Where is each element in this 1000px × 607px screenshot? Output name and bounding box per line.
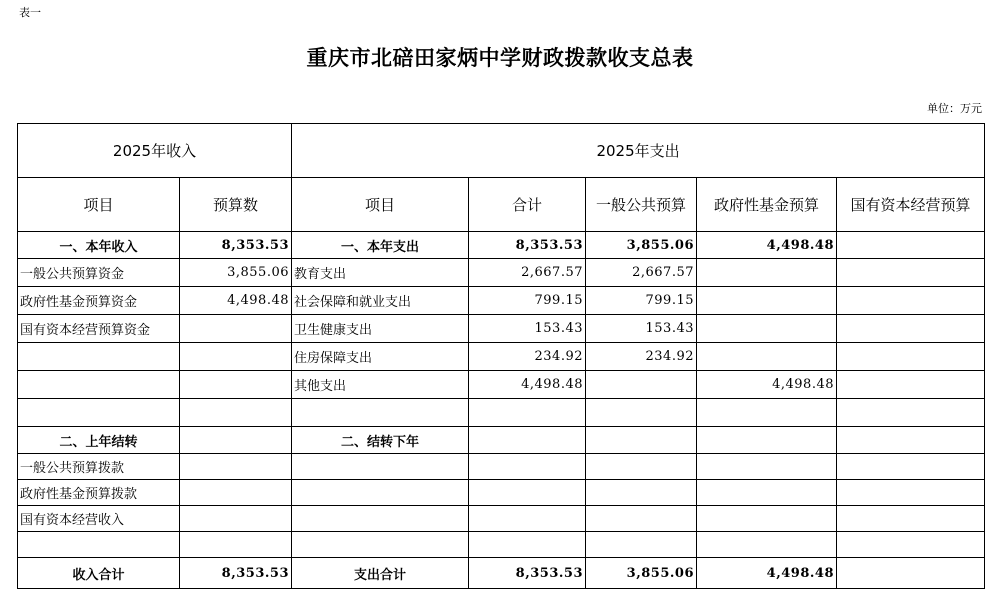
- income-budget-header: 预算数: [180, 178, 292, 232]
- table-row: [18, 287, 985, 315]
- total-cell: [469, 399, 586, 427]
- state-capital-cell: [837, 287, 985, 315]
- income-budget-cell: [180, 315, 292, 343]
- unit-label: 单位：万元: [927, 102, 982, 115]
- income-group-header: 2025年收入: [18, 124, 292, 178]
- expense-item-cell: 教育支出: [292, 259, 469, 287]
- state-capital-cell: [837, 427, 985, 454]
- total-cell: 234.92: [469, 343, 586, 371]
- header-row-group: [18, 124, 985, 178]
- total-cell: 153.43: [469, 315, 586, 343]
- table-row: [18, 232, 985, 259]
- gov-fund-cell: [697, 343, 837, 371]
- page-title: 重庆市北碚田家炳中学财政拨款收支总表: [306, 45, 694, 70]
- gov-fund-header: 政府性基金预算: [697, 178, 837, 232]
- gov-fund-cell: [697, 532, 837, 558]
- general-budget-cell: [586, 506, 697, 532]
- gov-fund-cell: [697, 506, 837, 532]
- gov-fund-cell: [697, 287, 837, 315]
- state-capital-cell: [837, 532, 985, 558]
- total-cell: 2,667.57: [469, 259, 586, 287]
- total-cell: [469, 454, 586, 480]
- gov-fund-cell: 4,498.48: [697, 371, 837, 399]
- table-row: [18, 315, 985, 343]
- general-budget-cell: 234.92: [586, 343, 697, 371]
- table-row: [18, 399, 985, 427]
- income-item-cell: [18, 532, 180, 558]
- table-row: [18, 480, 985, 506]
- table-row: [18, 506, 985, 532]
- expense-item-cell: 其他支出: [292, 371, 469, 399]
- gov-fund-cell: [697, 259, 837, 287]
- income-budget-cell: [180, 506, 292, 532]
- general-budget-cell: [586, 532, 697, 558]
- expense-item-cell: [292, 506, 469, 532]
- gov-fund-cell: [697, 427, 837, 454]
- expense-item-header: 项目: [292, 178, 469, 232]
- expense-item-cell: 卫生健康支出: [292, 315, 469, 343]
- expense-item-cell: [292, 399, 469, 427]
- income-item-cell: [18, 399, 180, 427]
- state-capital-cell: [837, 315, 985, 343]
- state-capital-cell: [837, 343, 985, 371]
- general-budget-header: 一般公共预算: [586, 178, 697, 232]
- income-item-cell: 政府性基金预算拨款: [18, 480, 180, 506]
- total-cell: 4,498.48: [469, 371, 586, 399]
- income-budget-cell: [180, 480, 292, 506]
- general-budget-cell: [586, 371, 697, 399]
- income-budget-cell: [180, 454, 292, 480]
- expense-item-cell: 社会保障和就业支出: [292, 287, 469, 315]
- table-row: [18, 259, 985, 287]
- income-budget-cell: 3,855.06: [180, 259, 292, 287]
- income-item-cell: 二、上年结转: [18, 427, 180, 454]
- general-budget-cell: [586, 454, 697, 480]
- state-capital-cell: [837, 371, 985, 399]
- general-budget-cell: 2,667.57: [586, 259, 697, 287]
- general-budget-cell: 3,855.06: [586, 232, 697, 259]
- income-budget-cell: [180, 343, 292, 371]
- state-capital-cell: [837, 558, 985, 589]
- gov-fund-cell: 4,498.48: [697, 558, 837, 589]
- expense-group-header: 2025年支出: [292, 124, 985, 178]
- income-item-cell: 一、本年收入: [18, 232, 180, 259]
- total-cell: 8,353.53: [469, 558, 586, 589]
- general-budget-cell: [586, 480, 697, 506]
- state-capital-cell: [837, 399, 985, 427]
- total-cell: [469, 427, 586, 454]
- income-item-cell: 政府性基金预算资金: [18, 287, 180, 315]
- expense-item-cell: 住房保障支出: [292, 343, 469, 371]
- income-item-cell: 国有资本经营预算资金: [18, 315, 180, 343]
- table-row: [18, 532, 985, 558]
- income-item-cell: [18, 343, 180, 371]
- total-cell: [469, 506, 586, 532]
- gov-fund-cell: 4,498.48: [697, 232, 837, 259]
- income-item-cell: 一般公共预算拨款: [18, 454, 180, 480]
- total-cell: 8,353.53: [469, 232, 586, 259]
- income-item-cell: 收入合计: [18, 558, 180, 589]
- general-budget-cell: [586, 399, 697, 427]
- state-capital-cell: [837, 259, 985, 287]
- income-item-cell: [18, 371, 180, 399]
- general-budget-cell: 799.15: [586, 287, 697, 315]
- table-row: [18, 454, 985, 480]
- state-capital-cell: [837, 454, 985, 480]
- total-header: 合计: [469, 178, 586, 232]
- state-capital-cell: [837, 480, 985, 506]
- income-item-header: 项目: [18, 178, 180, 232]
- header-row-columns: [18, 178, 985, 232]
- expense-item-cell: 一、本年支出: [292, 232, 469, 259]
- expense-item-cell: [292, 454, 469, 480]
- general-budget-cell: 3,855.06: [586, 558, 697, 589]
- income-budget-cell: 8,353.53: [180, 232, 292, 259]
- income-budget-cell: 8,353.53: [180, 558, 292, 589]
- general-budget-cell: [586, 427, 697, 454]
- income-item-cell: 国有资本经营收入: [18, 506, 180, 532]
- income-budget-cell: [180, 399, 292, 427]
- state-capital-header: 国有资本经营预算: [837, 178, 985, 232]
- table-row: [18, 558, 985, 589]
- table-row: [18, 371, 985, 399]
- table-row: [18, 427, 985, 454]
- gov-fund-cell: [697, 454, 837, 480]
- total-cell: [469, 480, 586, 506]
- gov-fund-cell: [697, 315, 837, 343]
- expense-item-cell: 支出合计: [292, 558, 469, 589]
- state-capital-cell: [837, 232, 985, 259]
- income-item-cell: 一般公共预算资金: [18, 259, 180, 287]
- table-row: [18, 343, 985, 371]
- table-number: 表一: [19, 6, 41, 19]
- expense-item-cell: [292, 532, 469, 558]
- gov-fund-cell: [697, 399, 837, 427]
- total-cell: [469, 532, 586, 558]
- income-budget-cell: [180, 427, 292, 454]
- gov-fund-cell: [697, 480, 837, 506]
- income-budget-cell: [180, 371, 292, 399]
- total-cell: 799.15: [469, 287, 586, 315]
- budget-summary-table: [17, 123, 985, 589]
- state-capital-cell: [837, 506, 985, 532]
- income-budget-cell: 4,498.48: [180, 287, 292, 315]
- income-budget-cell: [180, 532, 292, 558]
- expense-item-cell: [292, 480, 469, 506]
- expense-item-cell: 二、结转下年: [292, 427, 469, 454]
- general-budget-cell: 153.43: [586, 315, 697, 343]
